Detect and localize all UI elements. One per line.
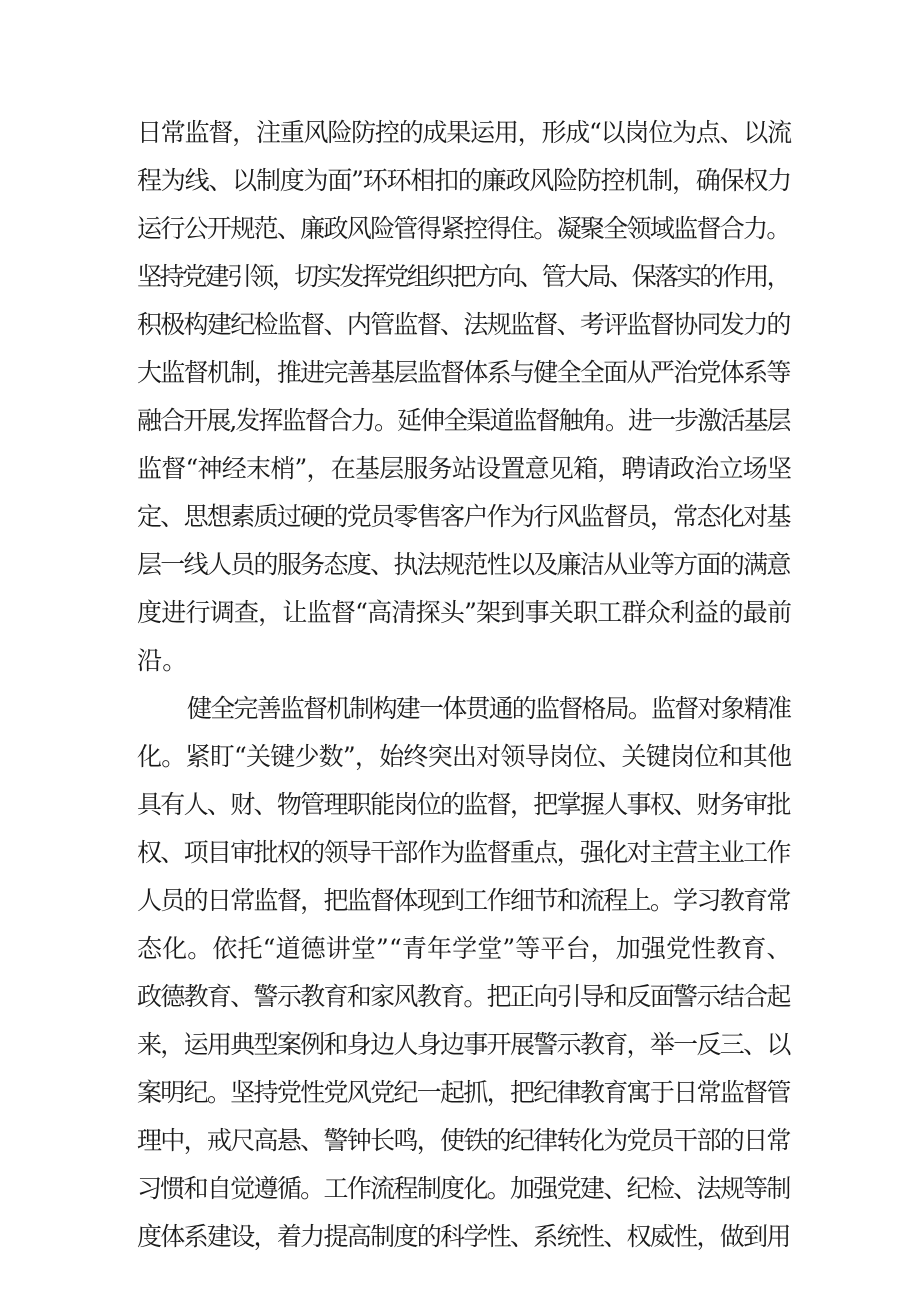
text-line: 日常监督，注重风险防控的成果运用，形成“以岗位为点、以流	[137, 118, 791, 147]
text-line: 政德教育、警示教育和家风教育。把正向引导和反面警示结合起	[137, 982, 790, 1011]
text-line: 沿。	[137, 646, 188, 675]
text-line: 坚持党建引领，切实发挥党组织把方向、管大局、保落实的作用，	[137, 262, 790, 291]
text-line: 大监督机制，推进完善基层监督体系与健全全面从严治党体系等	[137, 358, 790, 387]
text-line: 定、思想素质过硬的党员零售客户作为行风监督员，常态化对基	[137, 502, 790, 531]
text-line: 案明纪。坚持党性党风党纪一起抓，把纪律教育寓于日常监督管	[137, 1078, 790, 1107]
paragraph-first-line: 健全完善监督机制构建一体贯通的监督格局。监督对象精准	[187, 694, 791, 723]
text-line: 权、项目审批权的领导干部作为监督重点，强化对主营主业工作	[137, 838, 790, 867]
text-line: 人员的日常监督，把监督体现到工作细节和流程上。学习教育常	[137, 886, 790, 915]
text-line: 习惯和自觉遵循。工作流程制度化。加强党建、纪检、法规等制	[137, 1174, 790, 1203]
text-line: 程为线、以制度为面”环环相扣的廉政风险防控机制，确保权力	[137, 166, 791, 195]
text-line: 度体系建设，着力提高制度的科学性、系统性、权威性，做到用	[137, 1222, 790, 1251]
text-line: 积极构建纪检监督、内管监督、法规监督、考评监督协同发力的	[137, 310, 790, 339]
text-line: 监督“神经末梢”，在基层服务站设置意见箱，聘请政治立场坚	[137, 454, 792, 483]
text-line: 态化。依托“道德讲堂”“青年学堂”等平台，加强党性教育、	[137, 934, 792, 963]
text-line: 度进行调查，让监督“高清探头”架到事关职工群众利益的最前	[137, 598, 792, 627]
text-line: 融合开展,发挥监督合力。延伸全渠道监督触角。进一步激活基层	[137, 406, 790, 435]
text-line: 运行公开规范、廉政风险管得紧控得住。凝聚全领域监督合力。	[137, 214, 790, 243]
text-line: 来，运用典型案例和身边人身边事开展警示教育，举一反三、以	[137, 1030, 790, 1059]
text-line: 层一线人员的服务态度、执法规范性以及廉洁从业等方面的满意	[137, 550, 790, 579]
text-line: 化。紧盯“关键少数”，始终突出对领导岗位、关键岗位和其他	[137, 742, 792, 771]
text-line: 理中，戒尺高悬、警钟长鸣，使铁的纪律转化为党员干部的日常	[137, 1126, 790, 1155]
text-line: 具有人、财、物管理职能岗位的监督，把掌握人事权、财务审批	[137, 790, 790, 819]
